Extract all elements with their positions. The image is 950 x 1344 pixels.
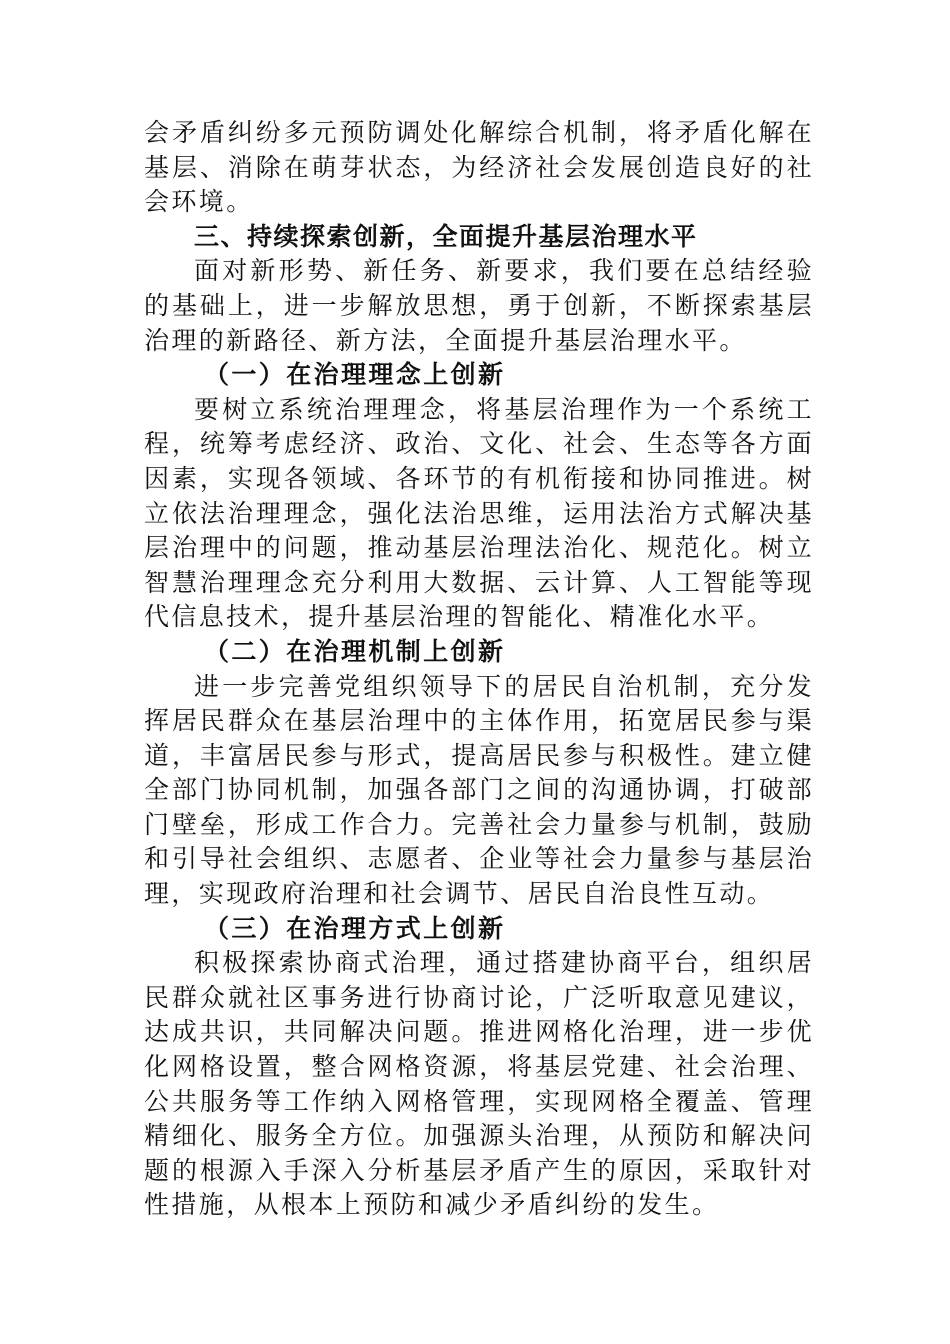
subheading-3: （三）在治理方式上创新 bbox=[204, 913, 506, 943]
subheading-2: （二）在治理机制上创新 bbox=[204, 636, 506, 666]
subheading-1: （一）在治理理念上创新 bbox=[204, 360, 506, 390]
paragraph-continued: 会矛盾纠纷多元预防调处化解综合机制，将矛盾化解在基层、消除在萌芽状态，为经济社会发展创造良好的社会环境。 bbox=[144, 118, 814, 217]
document-body bbox=[144, 116, 814, 1223]
paragraph-intro: 面对新形势、新任务、新要求，我们要在总结经验的基础上，进一步解放思想，勇于创新，不断探索基层治理的新路径、新方法，全面提升基层治理水平。 bbox=[144, 256, 814, 355]
section-heading-3: 三、持续探索创新，全面提升基层治理水平 bbox=[194, 221, 698, 251]
paragraph-concept: 要树立系统治理理念，将基层治理作为一个系统工程，统筹考虑经济、政治、文化、社会、生态等各方面因素，实现各领域、各环节的有机衔接和协同推进。树立依法治理理念，强化法治思维，运用法治方式解决基层治理中的问题，推动基层治理法治化、规范化。树立智慧治理理念充分利用大数据、云计算、人工智能等现代信息技术，提升基层治理的智能化、精准化水平。 bbox=[144, 394, 814, 632]
paragraph-method: 积极探索协商式治理，通过搭建协商平台，组织居民群众就社区事务进行协商讨论，广泛听取意见建议，达成共识，共同解决问题。推进网格化治理，进一步优化网格设置，整合网格资源，将基层党建、社会治理、公共服务等工作纳入网格管理，实现网格全覆盖、管理精细化、服务全方位。加强源头治理，从预防和解决问题的根源入手深入分析基层矛盾产生的原因，采取针对性措施，从根本上预防和减少矛盾纠纷的发生。 bbox=[144, 948, 814, 1220]
paragraph-mechanism: 进一步完善党组织领导下的居民自治机制，充分发挥居民群众在基层治理中的主体作用，拓宽居民参与渠道，丰富居民参与形式，提高居民参与积极性。建立健全部门协同机制，加强各部门之间的沟通协调，打破部门壁垒，形成工作合力。完善社会力量参与机制，鼓励和引导社会组织、志愿者、企业等社会力量参与基层治理，实现政府治理和社会调节、居民自治良性互动。 bbox=[144, 671, 814, 909]
